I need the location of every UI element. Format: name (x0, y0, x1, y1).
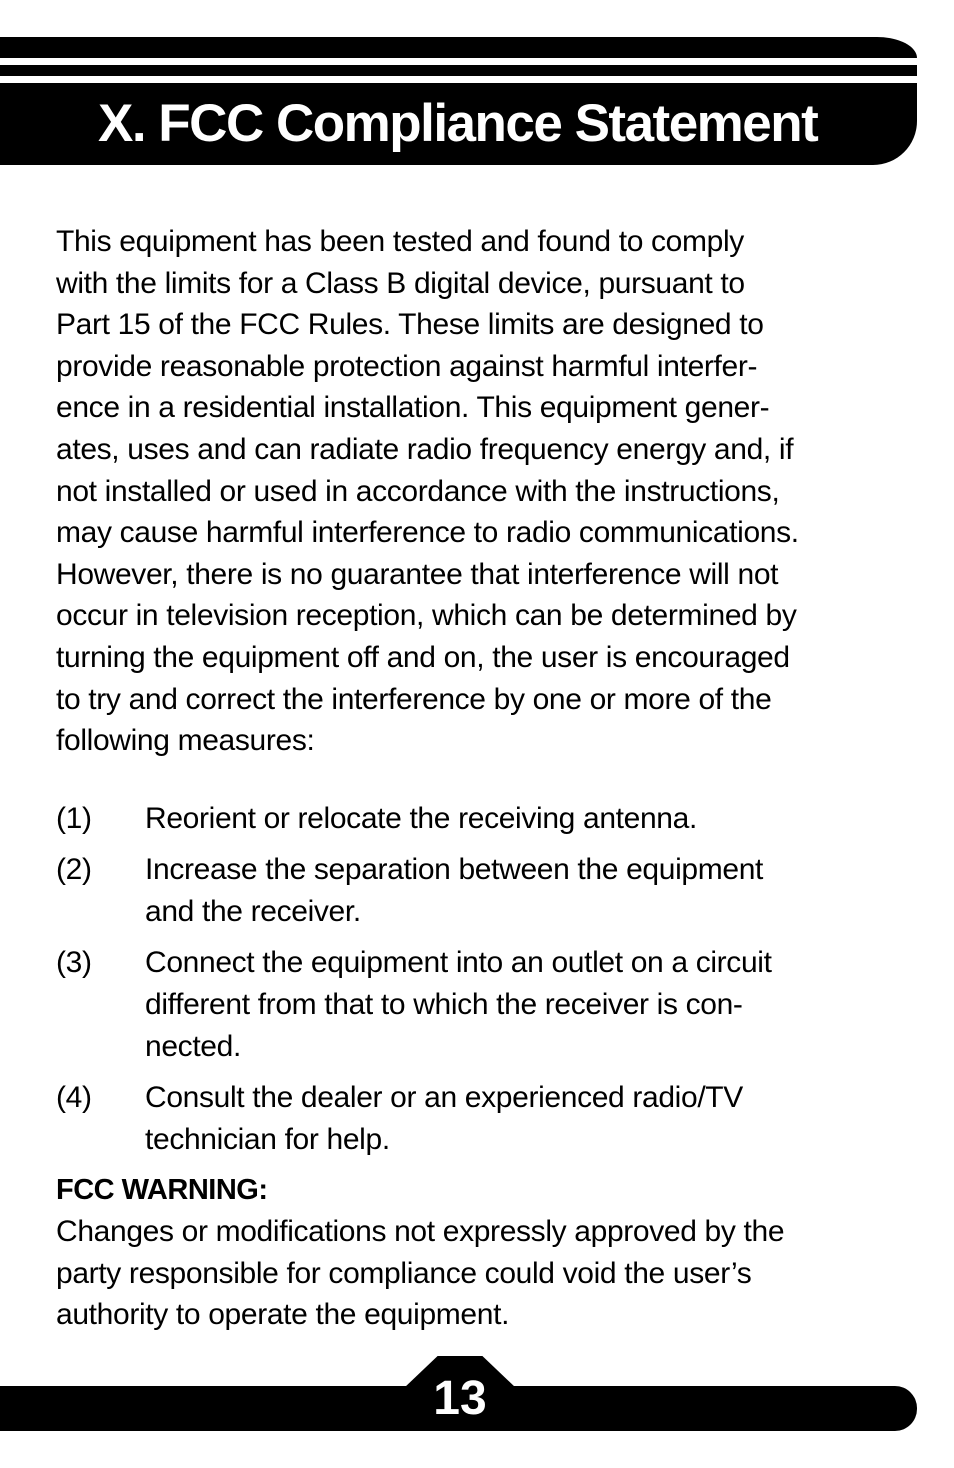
intro-paragraph (56, 221, 906, 762)
measure-item (56, 849, 906, 933)
warning-title: FCC WARNING: (56, 1174, 268, 1206)
measure-number: (3) (56, 946, 92, 979)
fcc-warning-section (56, 1169, 906, 1336)
measure-number: (4) (56, 1081, 92, 1114)
page-number: 13 (433, 1372, 487, 1425)
measure-text (145, 849, 906, 933)
measure-number: (2) (56, 853, 92, 886)
header-stripe-top (0, 37, 917, 58)
intro-line: occur in television reception, which can be determined by (56, 599, 797, 633)
intro-line: This equipment has been tested and found to comply (56, 225, 744, 258)
measure-line: nected. (145, 1030, 241, 1063)
measure-line: Reorient or relocate the receiving antenna. (145, 802, 697, 835)
warning-line: Changes or modifications not expressly approved by the (56, 1215, 785, 1248)
measure-line: Connect the equipment into an outlet on a circuit (145, 946, 772, 979)
header-stripe-middle (0, 65, 917, 76)
intro-line: turning the equipment off and on, the user is encouraged (56, 640, 790, 674)
page-title: X. FCC Compliance Statement (98, 94, 818, 153)
measure-text (145, 798, 906, 840)
intro-line: not installed or used in accordance with the instructions, (56, 474, 780, 508)
warning-line: authority to operate the equipment. (56, 1298, 510, 1332)
measure-text (145, 1077, 906, 1161)
intro-line: ence in a residential installation. This equipment gener- (56, 391, 770, 425)
measures-list (56, 798, 906, 1170)
warning-text (56, 1211, 906, 1336)
measure-line: Increase the separation between the equipment (145, 853, 764, 886)
measure-line: Consult the dealer or an experienced radio/TV (145, 1081, 743, 1114)
measure-line: technician for help. (145, 1123, 390, 1156)
measure-text (145, 942, 906, 1068)
intro-line: ates, uses and can radiate radio frequency energy and, if (56, 432, 794, 466)
measure-line: and the receiver. (145, 895, 361, 928)
intro-line: to try and correct the interference by one or more of the (56, 682, 772, 716)
intro-line: following measures: (56, 724, 315, 758)
warning-line: party responsible for compliance could void the user’s (56, 1256, 752, 1290)
intro-line: may cause harmful interference to radio communications. (56, 516, 799, 550)
intro-line: Part 15 of the FCC Rules. These limits are designed to (56, 308, 764, 342)
measure-item (56, 942, 906, 1068)
page-content (56, 221, 906, 1332)
measure-number: (1) (56, 802, 92, 835)
measure-item (56, 1077, 906, 1161)
measure-item (56, 798, 906, 840)
intro-line: with the limits for a Class B digital device, pursuant to (56, 266, 745, 300)
intro-line: provide reasonable protection against harmful interfer- (56, 349, 758, 383)
intro-line: However, there is no guarantee that interference will not (56, 557, 779, 591)
measure-line: different from that to which the receiver is con- (145, 988, 743, 1021)
